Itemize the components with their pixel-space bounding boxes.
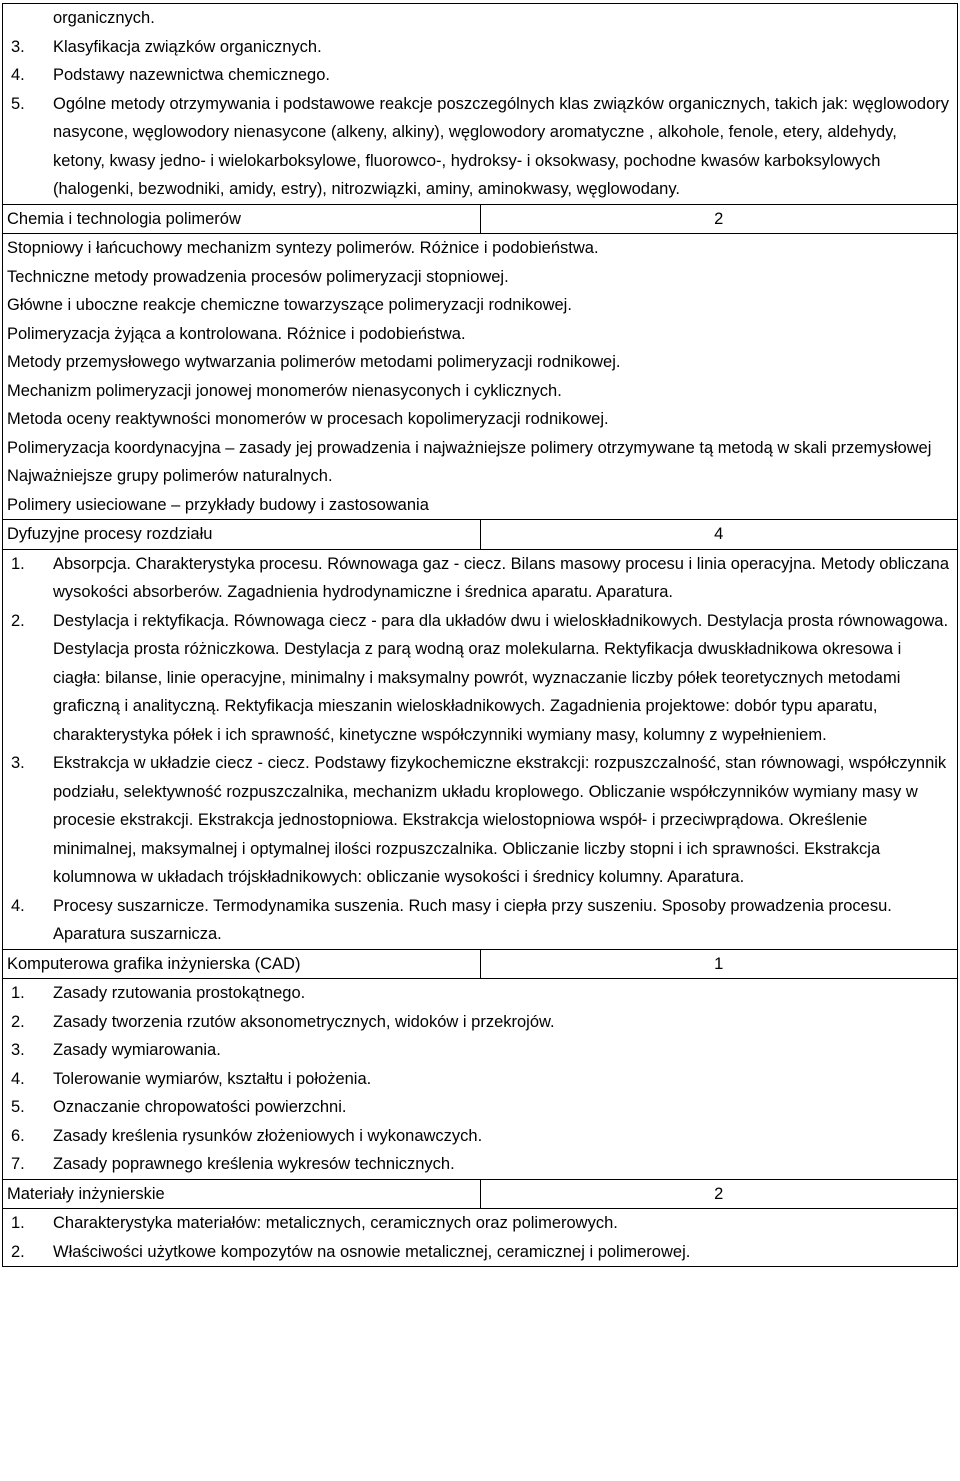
section-title: Komputerowa grafika inżynierska (CAD)	[3, 949, 481, 979]
topic-line: Mechanizm polimeryzacji jonowej monomerów nienasyconych i cyklicznych.	[7, 381, 562, 400]
topic-line: Polimeryzacja żyjąca a kontrolowana. Różnice i podobieństwa.	[7, 324, 466, 343]
item-number: 4.	[11, 1069, 25, 1088]
topic-line: Metoda oceny reaktywności monomerów w procesach kopolimeryzacji rodnikowej.	[7, 410, 609, 428]
separation-topics	[3, 549, 958, 949]
item-number: 5.	[11, 1098, 25, 1116]
item-text: Właściwości użytkowe kompozytów na osnowie metalicznej, ceramicznej i polimerowej.	[53, 1242, 691, 1261]
topic-line: Polimery usieciowane – przykłady budowy i zastosowania	[7, 495, 429, 514]
polymer-topics	[3, 234, 958, 520]
item-number: 3.	[11, 37, 25, 56]
item-number: 4.	[11, 66, 25, 84]
list-item	[7, 749, 957, 892]
list-item	[7, 33, 957, 62]
item-number	[7, 4, 53, 33]
list-item	[7, 61, 957, 90]
item-text: Zasady wymiarowania.	[53, 1041, 221, 1059]
item-text: Procesy suszarnicze. Termodynamika suszenia. Ruch masy i ciepła przy suszeniu. Sposoby prowadzenia procesu. Aparatura suszarnicza.	[53, 896, 892, 943]
list-item	[7, 1065, 957, 1094]
item-number: 2.	[11, 1242, 25, 1261]
item-number: 1.	[11, 554, 25, 573]
section-hours: 1	[480, 949, 958, 979]
section-header-row	[3, 204, 958, 234]
list-item	[7, 1008, 957, 1037]
table-row	[3, 4, 958, 205]
list-item	[7, 607, 957, 750]
item-number: 6.	[11, 1126, 25, 1145]
list-item	[7, 979, 957, 1008]
item-text: Charakterystyka materiałów: metalicznych, ceramicznych oraz polimerowych.	[53, 1214, 618, 1232]
item-number: 1.	[11, 984, 25, 1002]
item-text: Oznaczanie chropowatości powierzchni.	[53, 1098, 347, 1116]
list-item	[7, 1150, 957, 1179]
section-hours: 4	[480, 520, 958, 550]
topic-line: Główne i uboczne reakcje chemiczne towarzyszące polimeryzacji rodnikowej.	[7, 296, 572, 314]
list-item	[7, 892, 957, 949]
section-content-row	[3, 549, 958, 949]
section-header-row	[3, 949, 958, 979]
section-header-row	[3, 520, 958, 550]
section-hours: 2	[480, 1179, 958, 1209]
item-text: Podstawy nazewnictwa chemicznego.	[53, 66, 330, 84]
list-item	[7, 1036, 957, 1065]
list-item	[7, 1209, 957, 1238]
item-number: 3.	[11, 754, 25, 772]
item-text: Destylacja i rektyfikacja. Równowaga ciecz - para dla układów dwu i wieloskładnikowych. Destylacja prosta równowagowa. Destylacja prosta różniczkowa. Destylacja z parą wodną oraz molekularna. Rektyfikacja dwuskładnikowa okresowa i ciagła: bilanse, linie operacyjne, minimalny i maksymalny powrót, wyznaczanie liczby półek teoretycznych metodami graficzną i analityczną. Rektyfikacja mieszanin wieloskładnikowych. Zagadnienia projektowe: dobór typu aparatu, charakterystyka półek i ich sprawność, kinetyczne współczynniki wymiany masy, kolumny z wypełnieniem.	[53, 611, 949, 744]
item-text: organicznych.	[53, 9, 155, 27]
item-number: 2.	[11, 1012, 25, 1031]
item-text: Tolerowanie wymiarów, kształtu i położenia.	[53, 1069, 372, 1088]
section-content-row	[3, 234, 958, 520]
item-text: Absorpcja. Charakterystyka procesu. Równowaga gaz - ciecz. Bilans masowy procesu i linia operacyjna. Metody obliczana wysokości absorberów. Zagadnienia hydrodynamiczne i średnica aparatu. Aparatura.	[53, 554, 950, 601]
topic-line: Techniczne metody prowadzenia procesów polimeryzacji stopniowej.	[7, 267, 509, 286]
item-number: 2.	[11, 611, 25, 630]
item-text: Zasady tworzenia rzutów aksonometrycznych, widoków i przekrojów.	[53, 1012, 555, 1031]
section-hours: 2	[480, 204, 958, 234]
section-header-row	[3, 1179, 958, 1209]
section-content-row	[3, 979, 958, 1180]
list-item	[7, 90, 957, 204]
topic-line: Polimeryzacja koordynacyjna – zasady jej prowadzenia i najważniejsze polimery otrzymywane tą metodą w skali przemysłowej	[7, 438, 932, 457]
item-text: Klasyfikacja związków organicznych.	[53, 37, 322, 56]
organic-chemistry-topics	[3, 4, 958, 205]
cad-topics	[3, 979, 958, 1180]
topic-line: Najważniejsze grupy polimerów naturalnych.	[7, 467, 333, 485]
list-item	[7, 1238, 957, 1267]
item-text: Ogólne metody otrzymywania i podstawowe reakcje poszczególnych klas związków organicznych, takich jak: węglowodory nasycone, węglowodory nienasycone (alkeny, alkiny), węglowodory aromatyczne , alkohole, fenole, etery, aldehydy, ketony, kwasy jedno- i wielokarboksylowe, fluorowco-, hydroksy- i oksokwasy, pochodne kwasów karboksylowych (halogenki, bezwodniki, amidy, estry), nitrozwiązki, aminy, aminokwasy, węglowodany.	[53, 94, 949, 198]
materials-topics	[3, 1209, 958, 1267]
item-text: Ekstrakcja w układzie ciecz - ciecz. Podstawy fizykochemiczne ekstrakcji: rozpuszczalność, stan równowagi, współczynnik podziału, selektywność rozpuszczalnika, mechanizm układu kroplowego. Obliczanie współczynników wymiany masy w procesie ekstrakcji. Ekstrakcja jednostopniowa. Ekstrakcja wielostopniowa współ- i przeciwprądowa. Określenie minimalnej, maksymalnej i optymalnej ilości rozpuszczalnika. Obliczanie liczby stopni i ich sprawności. Ekstrakcja kolumnowa w układach trójskładnikowych: obliczanie wysokości i średnicy kolumny. Aparatura.	[53, 754, 947, 886]
item-number: 3.	[11, 1041, 25, 1059]
section-title: Chemia i technologia polimerów	[3, 204, 481, 234]
topic-line: Metody przemysłowego wytwarzania polimerów metodami polimeryzacji rodnikowej.	[7, 353, 621, 371]
item-number: 5.	[11, 94, 25, 113]
syllabus-table	[2, 3, 958, 1267]
topic-line: Stopniowy i łańcuchowy mechanizm syntezy polimerów. Różnice i podobieństwa.	[7, 239, 599, 257]
list-item	[7, 4, 957, 33]
item-number: 4.	[11, 896, 25, 915]
section-title: Materiały inżynierskie	[3, 1179, 481, 1209]
item-number: 7.	[11, 1155, 25, 1173]
item-text: Zasady rzutowania prostokątnego.	[53, 984, 306, 1002]
item-text: Zasady poprawnego kreślenia wykresów technicznych.	[53, 1155, 455, 1173]
section-title: Dyfuzyjne procesy rozdziału	[3, 520, 481, 550]
list-item	[7, 550, 957, 607]
item-text: Zasady kreślenia rysunków złożeniowych i wykonawczych.	[53, 1126, 483, 1145]
section-content-row	[3, 1209, 958, 1267]
item-number: 1.	[11, 1214, 25, 1232]
list-item	[7, 1093, 957, 1122]
list-item	[7, 1122, 957, 1151]
